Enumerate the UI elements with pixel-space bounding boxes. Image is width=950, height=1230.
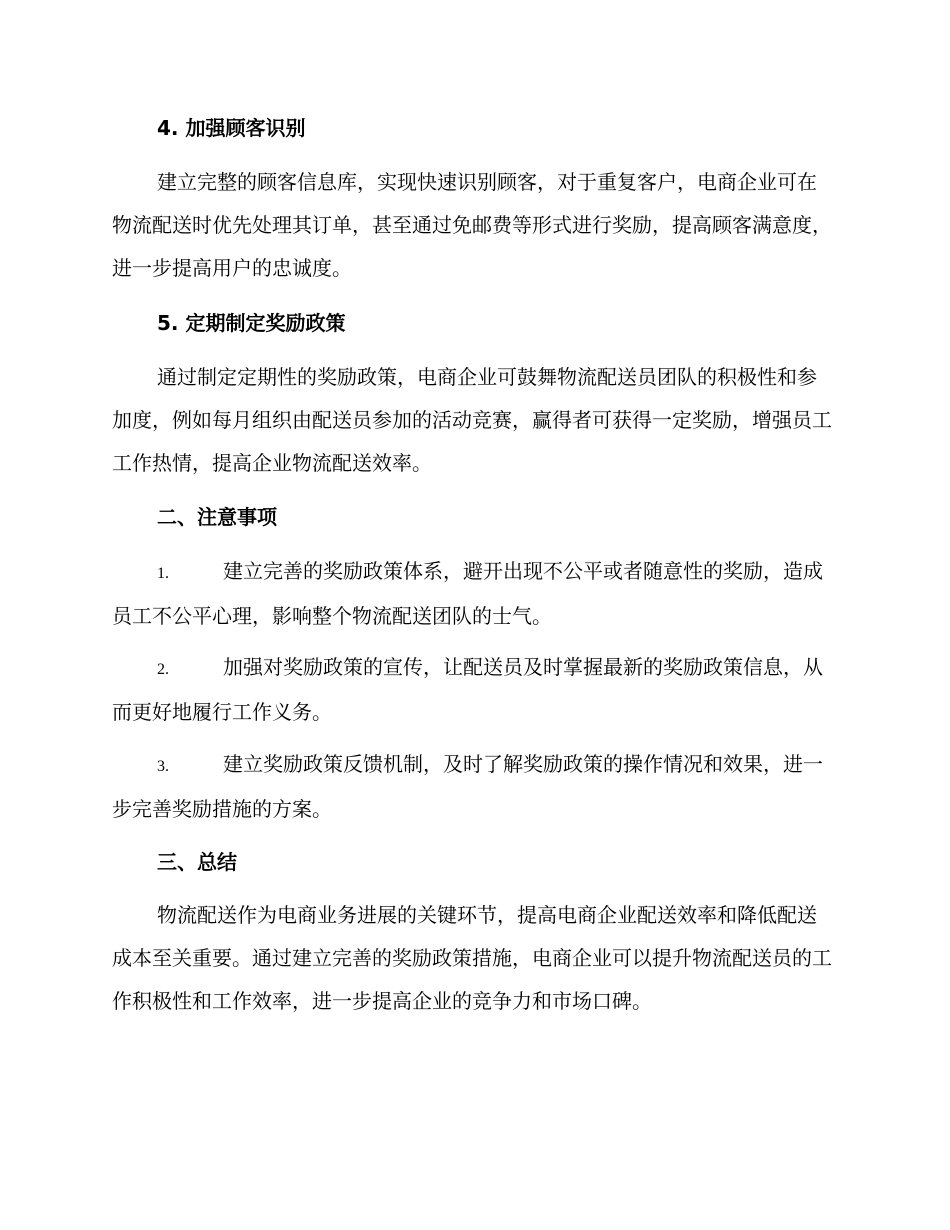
note-text: 加强对奖励政策的宣传，让配送员及时掌握最新的奖励政策信息，从而更好地履行工作义务。 xyxy=(112,655,823,724)
summary-body: 物流配送作为电商业务进展的关键环节，提高电商企业配送效率和降低配送成本至关重要。通过建立完善的奖励政策措施，电商企业可以提升物流配送员的工作积极性和工作效率，进一步提高企业的竞争力和市场口碑。 xyxy=(112,903,832,1013)
note-number: 3. xyxy=(157,758,169,775)
section-heading-4: 4. 加强顾客识别 xyxy=(157,116,306,140)
note-item-3 xyxy=(112,743,832,831)
note-number: 1. xyxy=(157,565,169,582)
section-body-4: 建立完整的顾客信息库，实现快速识别顾客，对于重复客户，电商企业可在物流配送时优先处理其订单，甚至通过免邮费等形式进行奖励，提高顾客满意度，进一步提高用户的忠诚度。 xyxy=(112,170,832,280)
section-body-5: 通过制定定期性的奖励政策，电商企业可鼓舞物流配送员团队的积极性和参加度，例如每月组织由配送员参加的活动竞赛，赢得者可获得一定奖励，增强员工工作热情，提高企业物流配送效率。 xyxy=(112,365,832,475)
note-number: 2. xyxy=(157,661,169,678)
part-heading-summary: 三、总结 xyxy=(157,850,237,874)
note-item-1 xyxy=(112,550,832,638)
section-heading-5: 5. 定期制定奖励政策 xyxy=(157,311,346,335)
note-text: 建立奖励政策反馈机制，及时了解奖励政策的操作情况和效果，进一步完善奖励措施的方案。 xyxy=(112,752,823,821)
note-item-2 xyxy=(112,646,832,734)
part-heading-notes: 二、注意事项 xyxy=(157,505,277,529)
note-text: 建立完善的奖励政策体系，避开出现不公平或者随意性的奖励，造成员工不公平心理，影响整个物流配送团队的士气。 xyxy=(112,559,823,628)
